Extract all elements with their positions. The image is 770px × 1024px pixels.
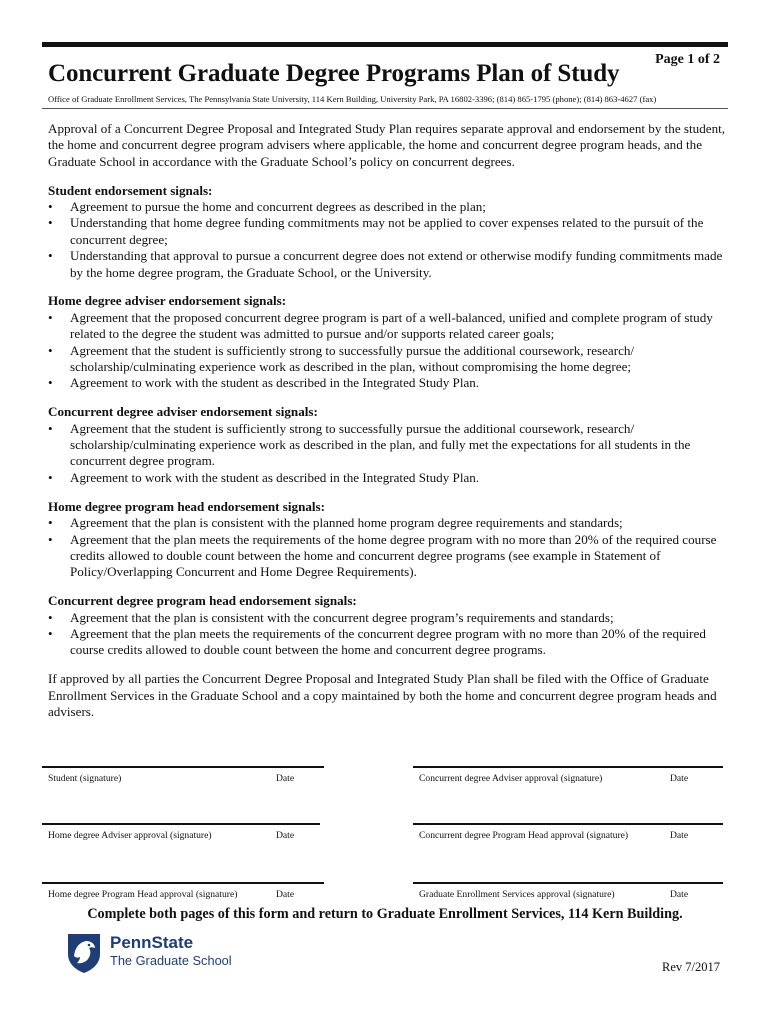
list-item: • Agreement that the student is sufficiently strong to successfully pursue the additional coursework, research/ scholarship/culminating experience work as described in the plan, without compromising the home degree; [48,343,726,376]
concurrent-adviser-signature-line[interactable] [413,766,723,768]
form-title: Concurrent Graduate Degree Programs Plan of Study [48,60,620,87]
graduate-services-date-label: Date [670,889,689,900]
student-date-label: Date [276,773,295,784]
office-address-line: Office of Graduate Enrollment Services, The Pennsylvania State University, 114 Kern Building, University Park, PA 16802-3396; (814) 865-1795 (phone); (814) 863-4627 (fax) [48,94,657,104]
closing-paragraph: If approved by all parties the Concurrent Degree Proposal and Integrated Study Plan shall be filed with the Office of Graduate Enrollment Services in the Graduate School and a copy maintained by both the home and concurrent degree program heads and advisers. [48,671,717,719]
pennstate-shield-icon [66,932,102,974]
student-signals-list [48,199,726,281]
concurrent-adviser-date-label: Date [670,773,689,784]
list-item: • Agreement that the plan meets the requirements of the home degree program with no more than 20% of the required course credits allowed to double count between the home and concurrent degree programs (see example in Statement of Policy/Overlapping Concurrent and Home Degree Requirements). [48,532,726,581]
list-item: • Understanding that home degree funding commitments may not be applied to cover expenses related to the pursuit of the concurrent degree; [48,215,726,248]
home-head-signals-heading: Home degree program head endorsement signals: [48,498,326,514]
list-item: • Agreement that the plan is consistent with the planned home program degree requirements and standards; [48,515,726,531]
list-item: • Agreement that the plan is consistent with the concurrent degree program’s requirements and standards; [48,610,726,626]
concurrent-adviser-signals-heading: Concurrent degree adviser endorsement signals: [48,404,318,420]
form-body [48,121,726,733]
concurrent-adviser-signals-list [48,421,726,487]
list-item: • Agreement that the plan meets the requirements of the concurrent degree program with no more than 20% of the required course credits allowed to double count between the home and concurrent degree programs. [48,626,726,659]
header-divider [42,108,728,109]
student-signature-label: Student (signature) [48,773,122,784]
logo-subtitle: The Graduate School [110,953,232,968]
home-head-signature-line[interactable] [42,882,324,884]
home-head-date-label: Date [276,889,295,900]
list-item: • Agreement that the proposed concurrent degree program is part of a well-balanced, unified and complete program of study related to the degree the student was admitted to pursue and/or supports related career goals; [48,310,726,343]
student-signature-line[interactable] [42,766,324,768]
intro-paragraph: Approval of a Concurrent Degree Proposal and Integrated Study Plan requires separate approval and endorsement by the student, the home and concurrent degree program advisers where applicable, the home and concurrent degree program heads, and the Graduate School in accordance with the Graduate School’s policy on concurrent degrees. [48,121,726,169]
top-rule [42,42,728,47]
concurrent-head-signals-heading: Concurrent degree program head endorsement signals: [48,593,357,609]
list-item: • Agreement to work with the student as described in the Integrated Study Plan. [48,470,726,486]
graduate-services-signature-label: Graduate Enrollment Services approval (signature) [419,889,615,900]
list-item: • Agreement to pursue the home and concurrent degrees as described in the plan; [48,199,726,215]
list-item: • Agreement that the student is sufficiently strong to successfully pursue the additional coursework, research/ scholarship/culminating experience work as described in the plan, and fully met the expectations for all students in the concurrent degree program. [48,421,726,470]
list-item: • Agreement to work with the student as described in the Integrated Study Plan. [48,375,726,391]
home-adviser-signals-list [48,310,726,392]
home-adviser-signature-label: Home degree Adviser approval (signature) [48,830,212,841]
home-head-signals-list [48,515,726,581]
logo-wordmark: PennState [110,933,194,952]
home-adviser-date-label: Date [276,830,295,841]
graduate-services-signature-line[interactable] [413,882,723,884]
home-adviser-signals-heading: Home degree adviser endorsement signals: [48,293,287,309]
home-head-signature-label: Home degree Program Head approval (signature) [48,889,238,900]
home-adviser-signature-line[interactable] [42,823,320,825]
page-number: Page 1 of 2 [655,52,720,67]
concurrent-head-signature-line[interactable] [413,823,723,825]
concurrent-head-signature-label: Concurrent degree Program Head approval (signature) [419,830,629,841]
student-signals-heading: Student endorsement signals: [48,182,213,198]
return-instruction: Complete both pages of this form and return to Graduate Enrollment Services, 114 Kern Building. [87,906,683,922]
concurrent-head-signals-list [48,610,726,659]
concurrent-adviser-signature-label: Concurrent degree Adviser approval (signature) [419,773,603,784]
revision-label: Rev 7/2017 [662,960,720,974]
concurrent-head-date-label: Date [670,830,689,841]
list-item: • Understanding that approval to pursue a concurrent degree does not extend or otherwise modify funding commitments made by the home degree program, the Graduate School, or the University. [48,248,726,281]
